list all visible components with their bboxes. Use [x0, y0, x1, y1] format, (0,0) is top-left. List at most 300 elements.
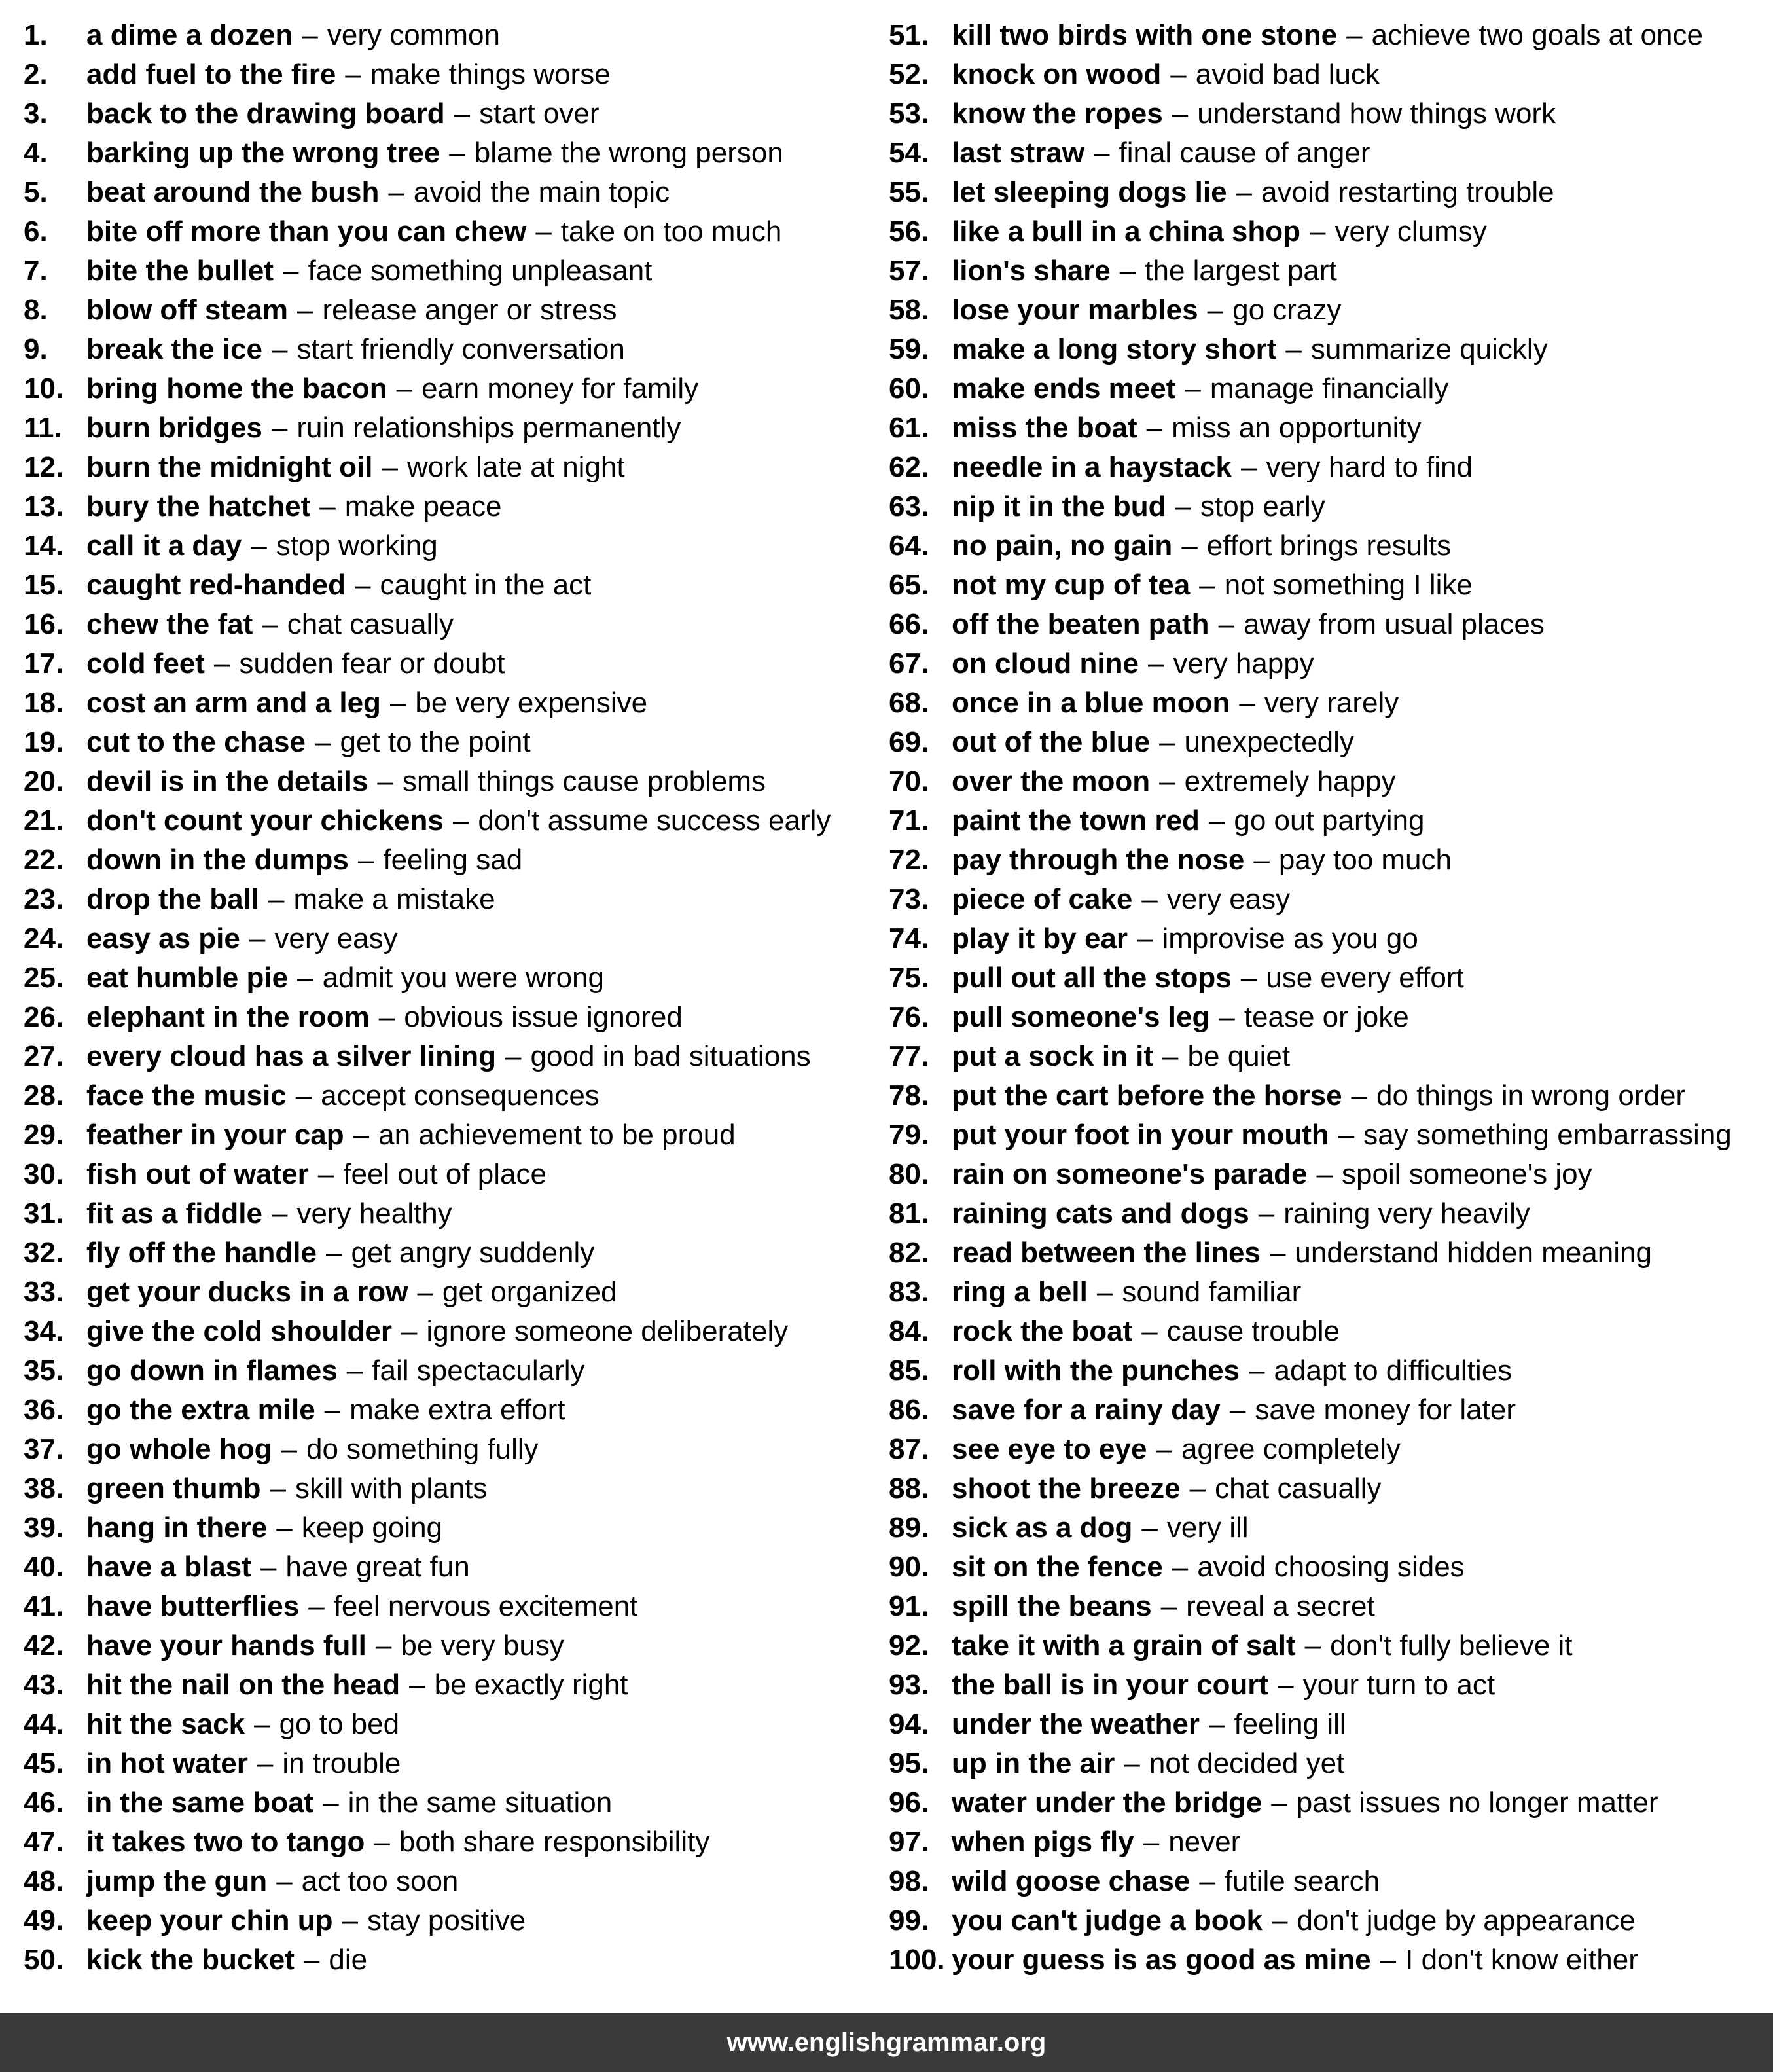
idiom-meaning: avoid choosing sides: [1197, 1551, 1465, 1583]
idiom-meaning: improvise as you go: [1162, 922, 1418, 954]
idiom-entry: [24, 1705, 868, 1744]
idiom-entry: [889, 1901, 1766, 1940]
separator-dash: –: [1143, 1826, 1160, 1858]
idiom-entry: [889, 566, 1766, 605]
idiom-phrase: go whole hog: [86, 1433, 272, 1465]
entry-number: 10.: [24, 373, 64, 405]
idiom-phrase: read between the lines: [952, 1237, 1261, 1269]
idiom-meaning: fail spectacularly: [372, 1354, 585, 1387]
separator-dash: –: [1185, 373, 1201, 405]
idiom-meaning: face something unpleasant: [308, 255, 653, 287]
idiom-meaning: start friendly conversation: [296, 333, 625, 365]
idiom-entry: [24, 55, 868, 94]
idiom-phrase: put your foot in your mouth: [952, 1119, 1329, 1151]
idiom-entry: [24, 409, 868, 448]
idiom-meaning: both share responsibility: [399, 1826, 710, 1858]
separator-dash: –: [1170, 58, 1187, 90]
idiom-meaning: get organized: [442, 1276, 617, 1308]
idiom-meaning: understand hidden meaning: [1295, 1237, 1652, 1269]
entry-number: 32.: [24, 1237, 64, 1269]
idiom-meaning: save money for later: [1255, 1394, 1516, 1426]
idiom-meaning: effort brings results: [1206, 530, 1452, 562]
idiom-entry: [889, 1155, 1766, 1194]
separator-dash: –: [342, 1904, 358, 1936]
separator-dash: –: [281, 1433, 297, 1465]
idiom-meaning: adapt to difficulties: [1274, 1354, 1513, 1387]
entry-number: 67.: [889, 647, 929, 680]
idiom-meaning: very healthy: [296, 1197, 452, 1229]
idiom-phrase: up in the air: [952, 1747, 1115, 1779]
idiom-entry: [889, 1430, 1766, 1469]
separator-dash: –: [1141, 1512, 1158, 1544]
separator-dash: –: [389, 687, 406, 719]
entry-number: 90.: [889, 1551, 929, 1583]
separator-dash: –: [251, 530, 267, 562]
idiom-meaning: make things worse: [370, 58, 611, 90]
entry-number: 75.: [889, 962, 929, 994]
idiom-phrase: kick the bucket: [86, 1944, 295, 1976]
idiom-meaning: small things cause problems: [402, 765, 766, 797]
idiom-phrase: when pigs fly: [952, 1826, 1134, 1858]
entry-number: 39.: [24, 1512, 64, 1544]
separator-dash: –: [357, 844, 374, 876]
idiom-phrase: piece of cake: [952, 883, 1133, 915]
idiom-entry: [889, 1626, 1766, 1665]
idiom-meaning: make peace: [344, 490, 502, 522]
entry-number: 80.: [889, 1158, 929, 1190]
idiom-phrase: raining cats and dogs: [952, 1197, 1249, 1229]
idiom-meaning: tease or joke: [1244, 1001, 1409, 1033]
separator-dash: –: [1269, 1237, 1286, 1269]
idiom-entry: [24, 644, 868, 683]
idiom-meaning: avoid the main topic: [413, 176, 670, 208]
separator-dash: –: [295, 1080, 312, 1112]
idiom-entry: [24, 801, 868, 841]
idiom-meaning: say something embarrassing: [1363, 1119, 1732, 1151]
separator-dash: –: [262, 608, 278, 640]
separator-dash: –: [345, 58, 361, 90]
idiom-phrase: call it a day: [86, 530, 242, 562]
separator-dash: –: [326, 1237, 342, 1269]
idiom-meaning: get to the point: [340, 726, 531, 758]
idiom-phrase: last straw: [952, 137, 1084, 169]
idiom-phrase: knock on wood: [952, 58, 1162, 90]
entry-number: 11.: [24, 412, 62, 444]
idiom-phrase: hit the nail on the head: [86, 1669, 401, 1701]
entry-number: 65.: [889, 569, 929, 601]
idiom-phrase: bury the hatchet: [86, 490, 311, 522]
idiom-phrase: eat humble pie: [86, 962, 289, 994]
entry-number: 49.: [24, 1904, 64, 1936]
separator-dash: –: [276, 1865, 293, 1897]
entry-number: 99.: [889, 1904, 929, 1936]
idiom-phrase: pull out all the stops: [952, 962, 1232, 994]
idiom-entry: [24, 841, 868, 880]
idiom-entry: [889, 1469, 1766, 1508]
separator-dash: –: [1338, 1119, 1355, 1151]
idiom-entry: [24, 1823, 868, 1862]
idiom-phrase: out of the blue: [952, 726, 1151, 758]
idiom-meaning: very hard to find: [1266, 451, 1473, 483]
entry-number: 84.: [889, 1315, 929, 1347]
idiom-phrase: make a long story short: [952, 333, 1277, 365]
idiom-meaning: extremely happy: [1184, 765, 1396, 797]
idiom-meaning: stop working: [276, 530, 438, 562]
separator-dash: –: [1351, 1080, 1368, 1112]
idiom-phrase: miss the boat: [952, 412, 1137, 444]
separator-dash: –: [1162, 1040, 1179, 1072]
idiom-phrase: it takes two to tango: [86, 1826, 365, 1858]
idiom-meaning: don't assume success early: [478, 805, 831, 837]
idiom-phrase: rock the boat: [952, 1315, 1133, 1347]
separator-dash: –: [1218, 608, 1235, 640]
separator-dash: –: [449, 137, 465, 169]
separator-dash: –: [314, 726, 331, 758]
idiom-phrase: sit on the fence: [952, 1551, 1163, 1583]
separator-dash: –: [1380, 1944, 1397, 1976]
entry-number: 29.: [24, 1119, 64, 1151]
idiom-meaning: be very busy: [401, 1629, 564, 1662]
entry-number: 37.: [24, 1433, 64, 1465]
separator-dash: –: [1208, 805, 1225, 837]
idiom-entry: [889, 880, 1766, 919]
idiom-phrase: drop the ball: [86, 883, 259, 915]
idiom-meaning: have great fun: [285, 1551, 470, 1583]
idiom-meaning: not decided yet: [1149, 1747, 1345, 1779]
entry-number: 25.: [24, 962, 64, 994]
separator-dash: –: [1258, 1197, 1275, 1229]
idiom-entry: [889, 16, 1766, 55]
idiom-phrase: sick as a dog: [952, 1512, 1133, 1544]
entry-number: 55.: [889, 176, 929, 208]
separator-dash: –: [1285, 333, 1302, 365]
separator-dash: –: [317, 1158, 334, 1190]
entry-number: 46.: [24, 1787, 64, 1819]
entry-number: 14.: [24, 530, 64, 562]
idiom-meaning: I don't know either: [1405, 1944, 1638, 1976]
idiom-entry: [24, 1862, 868, 1901]
idiom-phrase: get your ducks in a row: [86, 1276, 408, 1308]
idiom-entry: [24, 1901, 868, 1940]
idiom-meaning: reveal a secret: [1186, 1590, 1375, 1622]
separator-dash: –: [1172, 98, 1189, 130]
entry-number: 96.: [889, 1787, 929, 1819]
idiom-entry: [889, 1312, 1766, 1351]
idiom-entry: [24, 723, 868, 762]
idiom-phrase: rain on someone's parade: [952, 1158, 1308, 1190]
entry-number: 69.: [889, 726, 929, 758]
idiom-meaning: make extra effort: [349, 1394, 565, 1426]
idiom-phrase: on cloud nine: [952, 647, 1139, 680]
idiom-meaning: not something I like: [1224, 569, 1473, 601]
separator-dash: –: [1271, 1787, 1287, 1819]
idiom-meaning: in trouble: [282, 1747, 401, 1779]
entry-number: 13.: [24, 490, 64, 522]
separator-dash: –: [319, 490, 336, 522]
entry-number: 26.: [24, 1001, 64, 1033]
separator-dash: –: [1199, 1865, 1215, 1897]
idiom-phrase: not my cup of tea: [952, 569, 1191, 601]
entry-number: 7.: [24, 255, 48, 287]
idiom-phrase: pull someone's leg: [952, 1001, 1210, 1033]
idiom-meaning: do things in wrong order: [1376, 1080, 1686, 1112]
entry-number: 100.: [889, 1944, 945, 1976]
entry-number: 6.: [24, 215, 48, 247]
idiom-meaning: start over: [479, 98, 600, 130]
entry-number: 9.: [24, 333, 48, 365]
idiom-entry: [889, 487, 1766, 526]
idiom-entry: [24, 998, 868, 1037]
idiom-meaning: admit you were wrong: [322, 962, 604, 994]
entry-number: 44.: [24, 1708, 64, 1740]
idiom-phrase: have a blast: [86, 1551, 251, 1583]
idiom-meaning: go crazy: [1232, 294, 1342, 326]
idiom-phrase: water under the bridge: [952, 1787, 1263, 1819]
idiom-phrase: like a bull in a china shop: [952, 215, 1301, 247]
separator-dash: –: [382, 451, 398, 483]
idiom-phrase: easy as pie: [86, 922, 240, 954]
separator-dash: –: [378, 1001, 395, 1033]
idiom-phrase: under the weather: [952, 1708, 1200, 1740]
idiom-meaning: very happy: [1173, 647, 1314, 680]
entry-number: 56.: [889, 215, 929, 247]
separator-dash: –: [308, 1590, 325, 1622]
idiom-entry: [24, 1469, 868, 1508]
idiom-phrase: take it with a grain of salt: [952, 1629, 1296, 1662]
idiom-meaning: go to bed: [279, 1708, 400, 1740]
separator-dash: –: [260, 1551, 277, 1583]
idiom-phrase: give the cold shoulder: [86, 1315, 392, 1347]
idiom-phrase: make ends meet: [952, 373, 1176, 405]
idiom-entry: [24, 1037, 868, 1076]
idiom-meaning: futile search: [1224, 1865, 1380, 1897]
entry-number: 21.: [24, 805, 64, 837]
entry-number: 19.: [24, 726, 64, 758]
separator-dash: –: [1093, 137, 1110, 169]
idiom-phrase: bite the bullet: [86, 255, 274, 287]
idiom-meaning: feeling ill: [1234, 1708, 1346, 1740]
idiom-meaning: very easy: [1166, 883, 1291, 915]
idiom-entry: [889, 1940, 1766, 1980]
idiom-phrase: put the cart before the horse: [952, 1080, 1342, 1112]
separator-dash: –: [303, 1944, 320, 1976]
separator-dash: –: [1239, 687, 1255, 719]
entry-number: 52.: [889, 58, 929, 90]
idiom-entry: [24, 1233, 868, 1273]
idiom-phrase: break the ice: [86, 333, 263, 365]
separator-dash: –: [1156, 1433, 1172, 1465]
separator-dash: –: [374, 1826, 390, 1858]
entry-number: 79.: [889, 1119, 929, 1151]
entry-number: 85.: [889, 1354, 929, 1387]
idiom-phrase: shoot the breeze: [952, 1472, 1181, 1504]
separator-dash: –: [409, 1669, 425, 1701]
entry-number: 78.: [889, 1080, 929, 1112]
idiom-meaning: chat casually: [287, 608, 454, 640]
idiom-entry: [889, 998, 1766, 1037]
separator-dash: –: [1236, 176, 1253, 208]
idiom-phrase: barking up the wrong tree: [86, 137, 440, 169]
idiom-list: [0, 16, 1773, 1980]
idiom-meaning: spoil someone's joy: [1342, 1158, 1592, 1190]
idiom-phrase: cost an arm and a leg: [86, 687, 381, 719]
entry-number: 22.: [24, 844, 64, 876]
idiom-meaning: very ill: [1166, 1512, 1249, 1544]
entry-number: 89.: [889, 1512, 929, 1544]
separator-dash: –: [1208, 1708, 1225, 1740]
entry-number: 58.: [889, 294, 929, 326]
entry-number: 34.: [24, 1315, 64, 1347]
entry-number: 59.: [889, 333, 929, 365]
idiom-entry: [24, 16, 868, 55]
idiom-entry: [889, 1705, 1766, 1744]
entry-number: 70.: [889, 765, 929, 797]
idiom-meaning: very common: [327, 19, 500, 51]
separator-dash: –: [271, 412, 288, 444]
idiom-meaning: die: [329, 1944, 368, 1976]
entry-number: 97.: [889, 1826, 929, 1858]
idiom-entry: [24, 1155, 868, 1194]
entry-number: 62.: [889, 451, 929, 483]
left-column: [24, 16, 868, 1980]
idiom-meaning: do something fully: [306, 1433, 539, 1465]
idiom-entry: [24, 762, 868, 801]
idiom-phrase: add fuel to the fire: [86, 58, 336, 90]
entry-number: 24.: [24, 922, 64, 954]
idiom-entry: [24, 1587, 868, 1626]
idiom-entry: [889, 1548, 1766, 1587]
idiom-phrase: roll with the punches: [952, 1354, 1240, 1387]
idiom-entry: [889, 723, 1766, 762]
separator-dash: –: [297, 294, 313, 326]
idiom-entry: [889, 1076, 1766, 1116]
entry-number: 2.: [24, 58, 48, 90]
idiom-phrase: burn the midnight oil: [86, 451, 373, 483]
idiom-entry: [889, 801, 1766, 841]
entry-number: 27.: [24, 1040, 64, 1072]
idiom-meaning: very rarely: [1264, 687, 1399, 719]
idiom-phrase: devil is in the details: [86, 765, 368, 797]
idiom-meaning: the largest part: [1145, 255, 1337, 287]
entry-number: 92.: [889, 1629, 929, 1662]
idiom-meaning: good in bad situations: [530, 1040, 811, 1072]
separator-dash: –: [1147, 647, 1164, 680]
idiom-entry: [889, 1508, 1766, 1548]
entry-number: 5.: [24, 176, 48, 208]
separator-dash: –: [1241, 451, 1257, 483]
entry-number: 87.: [889, 1433, 929, 1465]
idiom-meaning: away from usual places: [1244, 608, 1545, 640]
entry-number: 83.: [889, 1276, 929, 1308]
entry-number: 4.: [24, 137, 48, 169]
separator-dash: –: [1172, 1551, 1189, 1583]
entry-number: 12.: [24, 451, 64, 483]
idiom-meaning: get angry suddenly: [351, 1237, 595, 1269]
idiom-meaning: ignore someone deliberately: [426, 1315, 789, 1347]
entry-number: 18.: [24, 687, 64, 719]
idiom-entry: [24, 448, 868, 487]
idiom-entry: [24, 1548, 868, 1587]
idiom-entry: [24, 487, 868, 526]
idiom-entry: [889, 841, 1766, 880]
entry-number: 57.: [889, 255, 929, 287]
entry-number: 23.: [24, 883, 64, 915]
idiom-entry: [24, 94, 868, 134]
idiom-entry: [889, 683, 1766, 723]
idiom-entry: [24, 566, 868, 605]
entry-number: 63.: [889, 490, 929, 522]
entry-number: 28.: [24, 1080, 64, 1112]
idiom-meaning: earn money for family: [421, 373, 699, 405]
idiom-meaning: go out partying: [1234, 805, 1425, 837]
idiom-phrase: chew the fat: [86, 608, 253, 640]
idiom-entry: [24, 173, 868, 212]
idiom-phrase: paint the town red: [952, 805, 1200, 837]
entry-number: 71.: [889, 805, 929, 837]
separator-dash: –: [1199, 569, 1215, 601]
idiom-phrase: over the moon: [952, 765, 1151, 797]
idiom-meaning: stop early: [1200, 490, 1325, 522]
separator-dash: –: [377, 765, 393, 797]
idiom-meaning: accept consequences: [321, 1080, 600, 1112]
idiom-entry: [889, 605, 1766, 644]
entry-number: 88.: [889, 1472, 929, 1504]
idiom-phrase: blow off steam: [86, 294, 289, 326]
idiom-entry: [24, 526, 868, 566]
idiom-meaning: caught in the act: [380, 569, 592, 601]
idiom-phrase: ring a bell: [952, 1276, 1088, 1308]
idiom-entry: [889, 448, 1766, 487]
idiom-meaning: obvious issue ignored: [404, 1001, 683, 1033]
idiom-meaning: summarize quickly: [1310, 333, 1548, 365]
idiom-phrase: caught red-handed: [86, 569, 346, 601]
separator-dash: –: [1240, 962, 1257, 994]
right-column: [889, 16, 1766, 1980]
idiom-phrase: lose your marbles: [952, 294, 1198, 326]
separator-dash: –: [454, 98, 471, 130]
idiom-meaning: raining very heavily: [1283, 1197, 1530, 1229]
idiom-phrase: have butterflies: [86, 1590, 300, 1622]
entry-number: 15.: [24, 569, 64, 601]
entry-number: 20.: [24, 765, 64, 797]
idiom-entry: [24, 1351, 868, 1390]
idiom-meaning: stay positive: [367, 1904, 526, 1936]
separator-dash: –: [505, 1040, 522, 1072]
idiom-entry: [24, 251, 868, 291]
entry-number: 77.: [889, 1040, 929, 1072]
idiom-phrase: face the music: [86, 1080, 287, 1112]
idiom-entry: [889, 1744, 1766, 1783]
separator-dash: –: [1137, 922, 1153, 954]
entry-number: 61.: [889, 412, 929, 444]
entry-number: 91.: [889, 1590, 929, 1622]
idiom-entry: [889, 212, 1766, 251]
separator-dash: –: [249, 922, 266, 954]
idiom-entry: [889, 526, 1766, 566]
separator-dash: –: [1159, 765, 1175, 797]
idiom-phrase: in the same boat: [86, 1787, 314, 1819]
idiom-meaning: an achievement to be proud: [378, 1119, 736, 1151]
idiom-meaning: work late at night: [406, 451, 625, 483]
entry-number: 30.: [24, 1158, 64, 1190]
idiom-phrase: have your hands full: [86, 1629, 367, 1662]
idiom-phrase: nip it in the bud: [952, 490, 1166, 522]
separator-dash: –: [1096, 1276, 1113, 1308]
separator-dash: –: [1253, 844, 1270, 876]
idiom-phrase: know the ropes: [952, 98, 1163, 130]
separator-dash: –: [323, 1787, 339, 1819]
idiom-phrase: the ball is in your court: [952, 1669, 1269, 1701]
